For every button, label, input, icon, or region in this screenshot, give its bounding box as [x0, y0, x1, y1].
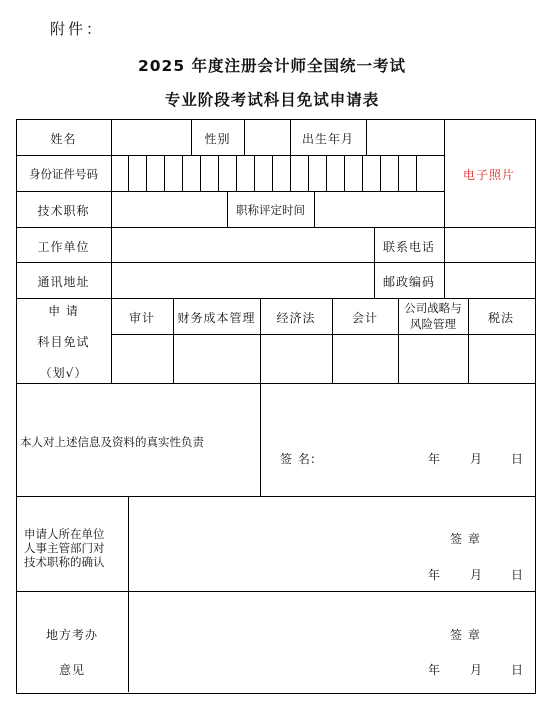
signature-label: 签 名:: [280, 452, 316, 466]
opinion-label: 意见: [58, 663, 85, 677]
check-cell-audit[interactable]: [112, 335, 172, 382]
title-label: 技术职称: [37, 204, 90, 218]
office-year: 年: [428, 663, 442, 677]
office-seal-label: 签 章: [450, 628, 481, 642]
subject-economic-law: 经济法: [276, 311, 316, 325]
check-cell-financial-management[interactable]: [174, 335, 259, 382]
subject-audit: 审计: [128, 311, 155, 325]
employer-seal-label: 签 章: [450, 532, 481, 546]
employer-year: 年: [428, 568, 442, 582]
phone-label: 联系电话: [382, 240, 435, 254]
exempt-label-line1: 申 请: [48, 304, 79, 318]
name-label: 姓名: [50, 132, 77, 146]
check-cell-economic-law[interactable]: [261, 335, 331, 382]
gender-label: 性别: [204, 132, 231, 146]
form-title-line1: 2025 年度注册会计师全国统一考试: [137, 57, 407, 75]
exempt-label-line3: （划√）: [39, 366, 88, 380]
subject-strategy-line1: 公司战略与: [404, 301, 462, 315]
birth-label: 出生年月: [301, 132, 354, 146]
check-cell-accounting[interactable]: [333, 335, 397, 382]
declaration-day: 日: [511, 452, 525, 466]
attachment-label: 附件：: [50, 20, 105, 38]
id-number-label: 身份证件号码: [29, 167, 98, 181]
declaration-text: 本人对上述信息及资料的真实性负责: [20, 435, 204, 449]
office-day: 日: [511, 663, 525, 677]
declaration-year: 年: [428, 452, 442, 466]
employer-confirm-line3: 技术职称的确认: [24, 555, 105, 569]
subject-accounting: 会计: [351, 311, 378, 325]
postcode-label: 邮政编码: [382, 275, 435, 289]
photo-label: 电子照片: [462, 168, 515, 182]
employer-label: 工作单位: [37, 240, 90, 254]
employer-confirm-line1: 申请人所在单位: [24, 527, 105, 541]
employer-confirm-line2: 人事主管部门对: [24, 541, 105, 555]
subject-strategy-line2: 风险管理: [410, 317, 456, 331]
subject-tax-law: 税法: [487, 311, 514, 325]
address-label: 通讯地址: [37, 275, 90, 289]
form-title-line2: 专业阶段考试科目免试申请表: [164, 91, 380, 109]
declaration-month: 月: [470, 452, 484, 466]
title-date-label: 职称评定时间: [236, 203, 305, 217]
local-office-label: 地方考办: [45, 628, 98, 642]
office-month: 月: [470, 663, 484, 677]
check-cell-tax-law[interactable]: [469, 335, 533, 382]
employer-month: 月: [470, 568, 484, 582]
employer-day: 日: [511, 568, 525, 582]
check-cell-strategy[interactable]: [399, 335, 467, 382]
subject-financial-management: 财务成本管理: [177, 311, 256, 325]
exempt-label-line2: 科目免试: [37, 335, 90, 349]
